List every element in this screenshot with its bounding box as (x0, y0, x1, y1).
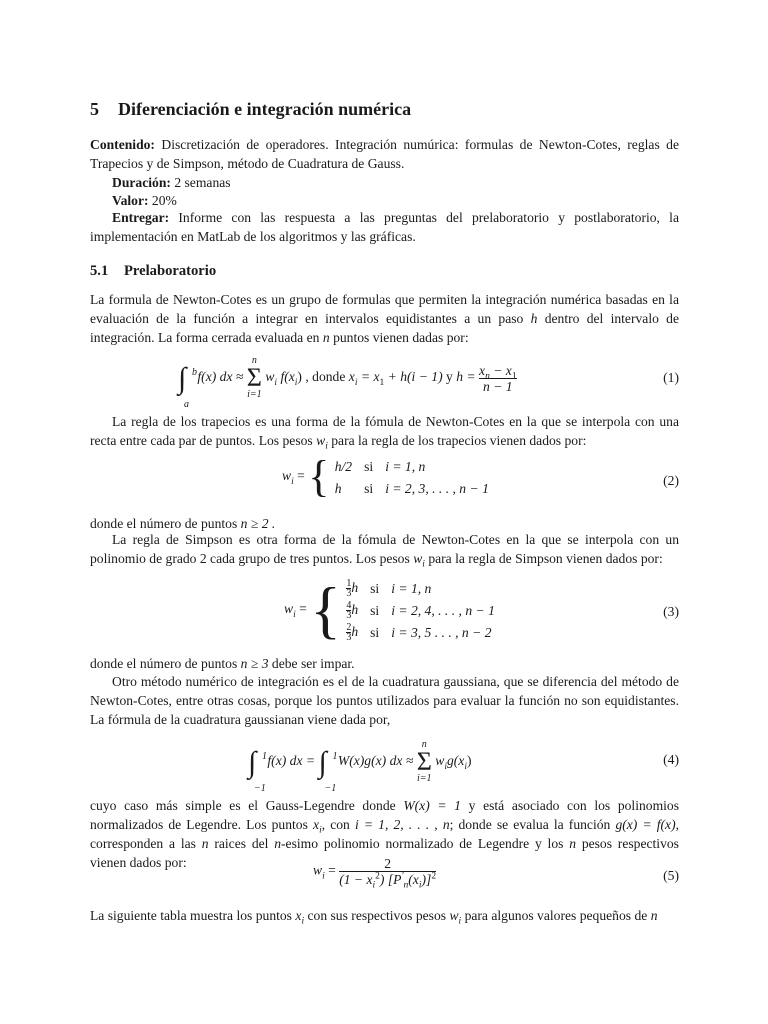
p7-math-n1: n (201, 836, 209, 851)
eq1-x-sub: i (354, 377, 358, 388)
p7-math-g: g(x) = f(x) (615, 817, 676, 832)
eq3-r2-cond: i = 2, 4, . . . , n − 1 (391, 602, 495, 618)
eq2-r1-si: si (364, 458, 374, 474)
p7-math-i: i = 1, 2, . . . , n (354, 817, 450, 832)
p7-text-f: raices del (214, 836, 269, 851)
eq2-w-sub: i (291, 476, 294, 487)
eq4-sum-upper: n (421, 739, 427, 750)
eq4-sigma-glyph: Σ (416, 747, 432, 776)
eq3-brace: { (310, 574, 341, 645)
eq4-sum (417, 740, 432, 784)
eq1-w: w (265, 369, 275, 385)
eq4-w: w (435, 753, 445, 769)
paragraph-gauss (90, 672, 679, 729)
eq2-w: w (282, 468, 292, 484)
section-title: Diferenciación e integración numérica (118, 99, 412, 119)
eq3-r3-h: h (351, 623, 359, 639)
p7-math-x-sub: i (319, 825, 322, 836)
equation-3-number: (3) (663, 604, 679, 619)
p7-text-h: pesos respectivos vienen dados por: (90, 836, 679, 870)
eq5-fraction (339, 856, 437, 891)
eq5-den-a: (1 − x (339, 872, 373, 887)
eq3-row-3 (344, 621, 505, 643)
p8-text-a: La siguiente tabla muestra los puntos (90, 908, 292, 923)
p2-math-w-sub: i (325, 441, 328, 452)
integral-lower-limit: a (184, 398, 189, 410)
integral-upper-limit: b (192, 366, 197, 378)
eq5-den-prime: ′ (401, 871, 404, 882)
eq2-r1-cond: i = 1, n (385, 458, 426, 474)
eq1-x: x (348, 369, 355, 385)
p7-text-d: ; donde se evalua la función (449, 817, 611, 832)
valor-text: 20% (151, 193, 177, 208)
eq3-r1-cond: i = 1, n (391, 580, 432, 596)
eq1-xi-eq: = x (360, 369, 380, 385)
eq3-row-2 (344, 599, 505, 621)
eq4-paren: ) (466, 753, 472, 769)
eq2-row-2 (333, 477, 499, 499)
p7-text-b: y está asociado con los polinomios normalizados de Legendre. Los puntos (90, 798, 680, 832)
entregar-label: Entregar: (112, 210, 170, 225)
eq5-den-x-sub: i (372, 880, 376, 891)
eq4-g-sub: i (464, 761, 467, 772)
eq4-int1-upper: 1 (262, 750, 267, 762)
paragraph-newton-cotes (90, 290, 679, 347)
integral-glyph: ∫ (178, 361, 187, 395)
paragraph-n-odd (90, 654, 679, 673)
eq2-row-1 (333, 455, 499, 477)
eq5-den-c: (x (408, 872, 419, 887)
p7-math-n2: n (274, 836, 282, 851)
contenido-label: Contenido: (90, 137, 155, 152)
entregar-text: Informe con las respuesta a las preguntas del prelaboratorio y postlaboratorio, la implementación en MatLab de los algoritmos y las gráficas. (90, 210, 679, 244)
contenido-paragraph (90, 135, 679, 173)
eq3-r2-den: 3 (346, 610, 352, 622)
eq5-w: w (313, 862, 323, 878)
sigma-glyph: Σ (246, 363, 262, 392)
p8-math-w: w (449, 908, 459, 923)
equation-2-number: (2) (663, 473, 679, 488)
eq3-r1-den: 3 (346, 588, 352, 600)
eq3-w: w (284, 601, 294, 617)
p4-math-w-sub: i (422, 559, 425, 570)
p7-text-g: -esimo polinomio normalizado de Legendre y los (281, 836, 564, 851)
eq5-den-b: ) [P (379, 872, 402, 887)
eq3-r1-si: si (370, 580, 380, 596)
eq5-den-x-sup: 2 (375, 871, 380, 882)
eq4-left: f(x) dx = (267, 753, 316, 769)
eq3-r2-num: 4 (346, 600, 352, 612)
eq3-r3-den: 3 (346, 632, 352, 644)
eq1-donde: , donde (305, 369, 346, 385)
p7-math-n3: n (569, 836, 577, 851)
eq1-step: + h(i − 1) (387, 369, 443, 385)
p8-math-x-sub: i (301, 916, 305, 927)
eq1-x1-sub: 1 (379, 377, 385, 388)
duracion-text: 2 semanas (174, 175, 231, 190)
p6-text: Otro método numérico de integración es el de la cuadratura gaussiana, que se diferencia del método de Newton-Cotes, entre otras cosas, porque los puntos utilizados para evaluar la función no son equidistantes. La fórmula de la cuadratura gaussianan viene dada por, (90, 674, 679, 727)
eq2-cases (333, 455, 499, 499)
eq4-w-sub: i (444, 761, 447, 772)
eq5-num: 2 (384, 856, 392, 871)
eq1-integrand: f(x) dx ≈ (197, 369, 244, 385)
subsection-number: 5.1 (90, 263, 109, 279)
p1-math-h: h (530, 311, 538, 326)
eq3-r1-num: 1 (346, 578, 352, 590)
eq2-r2-si: si (364, 480, 374, 496)
eq4-int2-upper: 1 (332, 750, 338, 762)
p2-math-w: w (316, 433, 326, 448)
p3-text: donde el número de puntos (90, 516, 238, 531)
eq3-r2-h: h (351, 601, 359, 617)
equation-5-number: (5) (663, 868, 679, 883)
p4-math-w: w (413, 551, 423, 566)
section-number: 5 (90, 99, 99, 119)
contenido-text: Discretización de operadores. Integración numúrica: formulas de Newton-Cotes, reglas de Trapecios y de Simpson, método de Cuadratura de Gauss. (90, 137, 679, 171)
subsection-title: Prelaboratorio (124, 263, 217, 279)
eq4-g: g(x (446, 753, 465, 769)
p1-math-n: n (322, 330, 330, 345)
eq1-f-sub: i (294, 377, 298, 388)
eq5-den-sq: 2 (431, 871, 437, 882)
p1-text-c: puntos vienen dadas por: (333, 330, 469, 345)
entregar-paragraph (90, 208, 679, 246)
eq4-integral-2-glyph: ∫ (318, 745, 327, 779)
paragraph-trapecios (90, 412, 679, 450)
integral-symbol (178, 361, 197, 410)
p2-text-a: La regla de los trapecios es una forma de la fómula de Newton-Cotes en la que se interpola con una recta entre cada par de puntos. Los pesos (90, 414, 679, 448)
eq5-equals: = (328, 862, 336, 878)
eq2-equals: = (297, 468, 305, 484)
p7-math-W: W(x) = 1 (403, 798, 461, 813)
p1-text-a: La formula de Newton-Cotes es un grupo de formulas que permiten la integración numérica basadas en la evaluación de la función a integrar en intervalos equidistantes a un paso (90, 292, 679, 326)
eq1-frac-den: n − 1 (479, 378, 517, 394)
p7-text-a: cuyo caso más simple es el Gauss-Legendre donde (90, 798, 396, 813)
duracion-label: Duración: (112, 175, 171, 190)
sum-symbol (247, 356, 262, 400)
equation-5 (313, 856, 437, 891)
subsection-heading (90, 262, 216, 281)
p8-text-b: con sus respectivos pesos (307, 908, 447, 923)
eq5-den (339, 871, 437, 891)
eq5-den-d: )] (421, 872, 432, 887)
valor-label: Valor: (112, 193, 149, 208)
p3-cond: n ≥ 2 . (240, 516, 276, 531)
eq1-y: y (446, 369, 453, 385)
p5-text-b: debe ser impar. (271, 656, 355, 671)
duracion-line (90, 173, 679, 192)
p5-text-a: donde el número de puntos (90, 656, 238, 671)
p8-math-x: x (295, 908, 302, 923)
eq3-r3-si: si (370, 624, 380, 640)
eq2-brace: { (308, 452, 330, 501)
sum-upper: n (251, 355, 257, 366)
eq5-w-sub: i (322, 871, 325, 882)
eq1-frac-num: $x_n - x_1$ (479, 362, 517, 382)
p7-text-e: , corresponden a las (90, 817, 680, 851)
eq3-r3-num: 2 (346, 622, 352, 634)
eq3-cases (344, 577, 505, 643)
section-heading (90, 100, 411, 119)
eq3-r3-cond: i = 3, 5 . . . , n − 2 (391, 624, 492, 640)
eq3-r1-h: h (351, 579, 359, 595)
p1-text-b: dentro del intervalo de integración. La forma cerrada evaluada en (90, 311, 679, 345)
eq5-den-i-sub: i (418, 880, 422, 891)
p8-math-w-sub: i (458, 916, 462, 927)
eq1-fraction (479, 363, 517, 394)
eq2-r2-value: h (334, 480, 342, 496)
equation-1 (178, 355, 517, 410)
equation-4-number: (4) (663, 752, 679, 767)
eq4-sum-lower: i=1 (416, 773, 432, 784)
p8-text-c: para algunos valores pequeños de (464, 908, 648, 923)
eq1-h: h = (456, 369, 476, 385)
p8-math-n: n (650, 908, 658, 923)
p7-math-x: x (313, 817, 320, 832)
eq5-den-n-sub: n (403, 880, 409, 891)
paragraph-tabla (90, 906, 679, 925)
p2-text-b: para la regla de los trapecios vienen dados por: (331, 433, 587, 448)
p4-text-a: La regla de Simpson es otra forma de la fómula de Newton-Cotes en la que se interpola con un polinomio de grado 2 cada grupo de tres puntos. Los pesos (90, 532, 679, 566)
eq3-equals: = (299, 601, 307, 617)
eq4-int1-lower: −1 (254, 782, 266, 794)
eq4-integral-2 (318, 745, 338, 794)
equation-3 (284, 574, 505, 645)
sum-lower: i=1 (247, 389, 262, 400)
p5-cond: n ≥ 3 (240, 656, 269, 671)
eq4-integral-1-glyph: ∫ (248, 745, 257, 779)
eq4-int2-lower: −1 (324, 782, 337, 794)
equation-2 (282, 452, 499, 501)
eq3-w-sub: i (293, 609, 296, 620)
equation-1-number: (1) (663, 370, 679, 385)
eq1-f: f(x (280, 369, 295, 385)
eq4-integral-1 (248, 745, 267, 794)
eq3-row-1 (344, 577, 505, 599)
eq2-r2-cond: i = 2, 3, . . . , n − 1 (385, 480, 489, 496)
eq1-paren: ) (297, 369, 302, 385)
p4-text-b: para la regla de Simpson vienen dados por: (428, 551, 663, 566)
eq1-w-sub: i (274, 377, 278, 388)
p7-text-c: , con (321, 817, 350, 832)
eq3-r2-si: si (370, 602, 380, 618)
paragraph-simpson (90, 530, 679, 568)
eq4-middle: W(x)g(x) dx ≈ (337, 753, 414, 769)
eq2-r1-value: h/2 (334, 458, 353, 474)
equation-4 (248, 739, 472, 794)
